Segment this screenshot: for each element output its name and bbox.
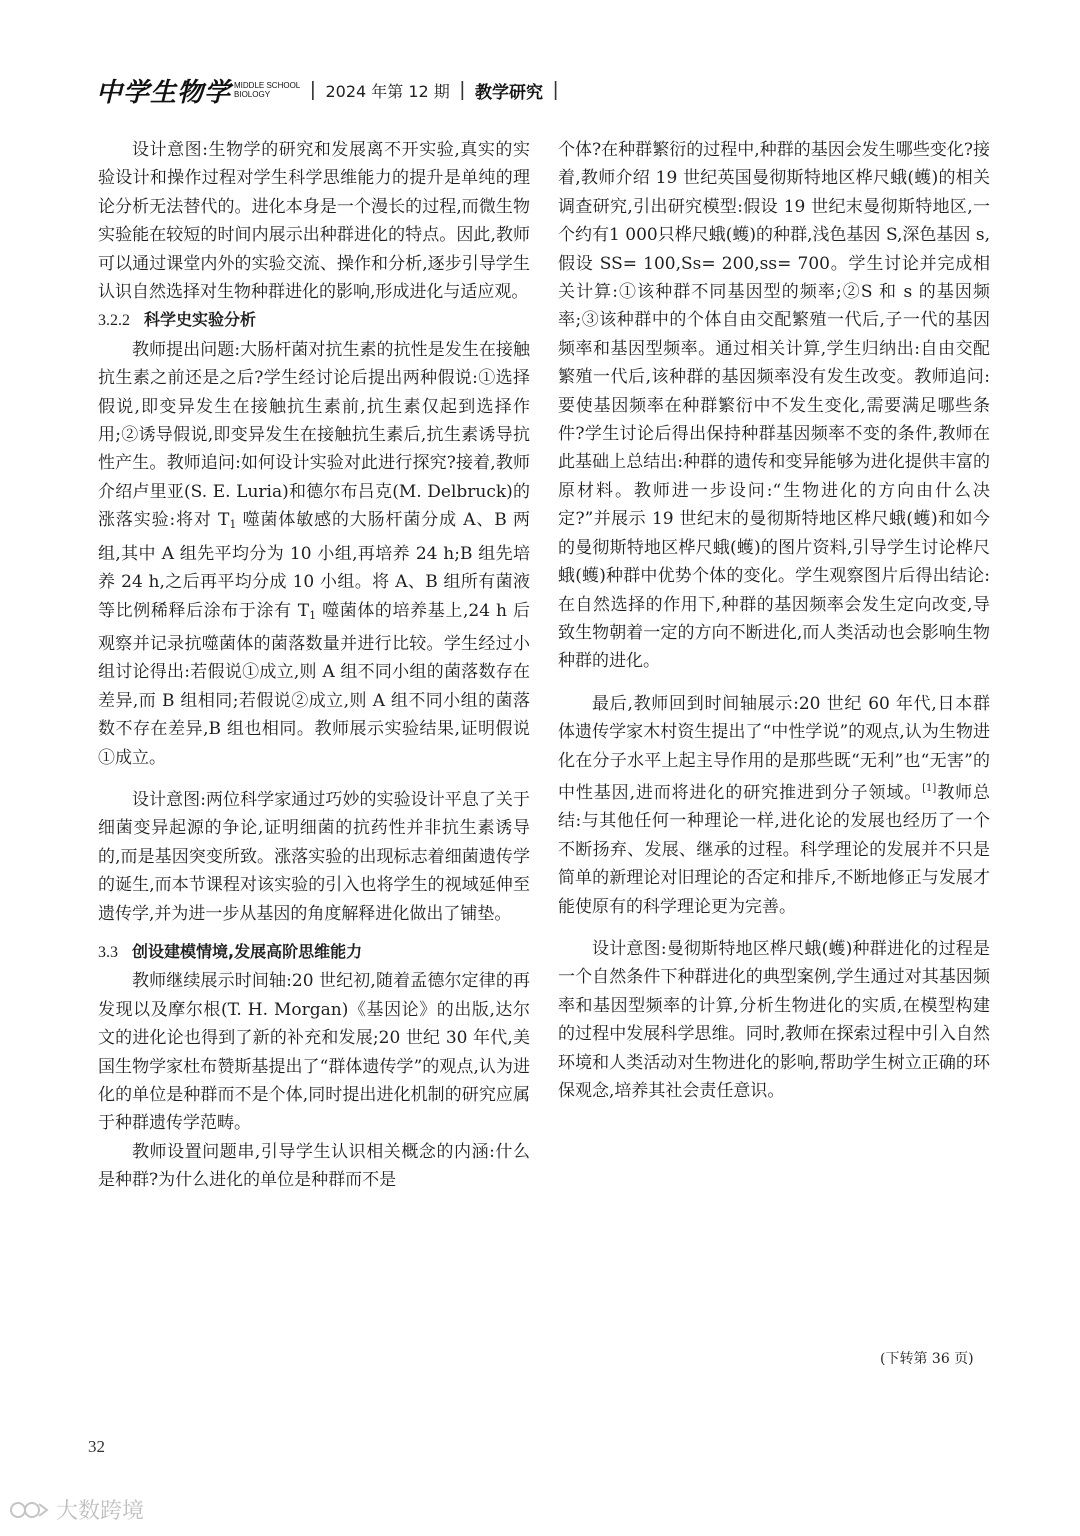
- heading-number: 3.2.2: [98, 312, 130, 330]
- paragraph-peppered-moth: 个体?在种群繁衍的过程中,种群的基因会发生哪些变化?接着,教师介绍 19 世纪英国曼彻斯特地区桦尺蛾(蠖)的相关调查研究,引出研究模型:假设 19 世纪末曼彻斯特地区,一个约有1 000只桦尺蛾(蠖)的种群,浅色基因 S,深色基因 s,假设 SS= 100,Ss= 200,ss= 700。学生讨论并完成相关计算:①该种群不同基因型的频率;②S 和 s 的基因频率;③该种群中的个体自由交配繁殖一代后,子一代的基因频率和基因型频率。通过相关计算,学生归纳出:自由交配繁殖一代后,该种群的基因频率没有发生改变。教师追问:要使基因频率在种群繁衍中不发生变化,需要满足哪些条件?学生讨论后得出保持种群基因频率不变的条件,教师在此基础上总结出:种群的遗传和变异能够为进化提供丰富的原材料。教师进一步设问:“生物进化的方向由什么决定?”并展示 19 世纪末的曼彻斯特地区桦尺蛾(蠖)和如今的曼彻斯特地区桦尺蛾(蠖)的图片资料,引导学生讨论桦尺蛾(蠖)种群中优势个体的变化。学生观察图片后得出结论:在自然选择的作用下,种群的基因频率会发生定向改变,导致生物朝着一定的方向不断进化,而人类活动也会影响生物种群的进化。: [558, 140, 990, 672]
- text-run: 噬菌体敏感的大肠杆菌分成 A、B 两组,其中 A 组先平均分为 10 小组,再培养 24 h;B 组先培养 24 h,之后再平均分成 10 小组。将 A、B 组所有菌液等比例稀释后涂布于涂有 T: [98, 510, 530, 621]
- heading-3-2-2: [98, 306, 530, 335]
- header-divider: |: [459, 78, 465, 101]
- paragraph-timeline: 教师继续展示时间轴:20 世纪初,随着孟德尔定律的再发现以及摩尔根(T. H. Morgan)《基因论》的出版,达尔文的进化论也得到了新的补充和发展;20 世纪 30 年代,美国生物学家杜布赞斯基提出了“群体遗传学”的观点,认为进化的单位是种群而不是个体,同时提出进化机制的研究应属于种群遗传学范畴。: [98, 971, 530, 1134]
- issue-label: 2024 年第 12 期: [325, 81, 450, 101]
- running-header: [96, 72, 568, 108]
- header-divider: |: [310, 78, 316, 101]
- text-run: 教师总结:与其他任何一种理论一样,进化论的发展也经历了一个不断扬弃、发展、继承的过程。科学理论的发展并不只是简单的新理论对旧理论的否定和排斥,不断地修正与发展才能使原有的科学理论更为完善。: [558, 782, 991, 917]
- watermark-text: 大数跨境: [56, 1499, 145, 1524]
- page-number: 32: [88, 1437, 105, 1456]
- heading-3-3: [98, 938, 530, 967]
- text-run: 教师提出问题:大肠杆菌对抗生素的抗性是发生在接触抗生素之前还是之后?学生经讨论后提出两种假说:①选择假说,即变异发生在接触抗生素前,抗生素仅起到选择作用;②诱导假说,即变异发生在接触抗生素后,抗生素诱导抗性产生。教师追问:如何设计实验对此进行探究?接着,教师介绍卢里亚(S. E. Luria)和德尔布吕克(M. Delbruck)的涨落实验:将对 T: [98, 339, 530, 531]
- watermark: [8, 1494, 144, 1525]
- subscript: 1: [309, 608, 317, 622]
- journal-logo: 中学生物学: [96, 77, 232, 108]
- heading-title: 科学史实验分析: [144, 310, 257, 330]
- header-divider: |: [553, 78, 559, 101]
- subscript: 1: [229, 518, 237, 532]
- heading-title: 创设建模情境,发展高阶思维能力: [132, 941, 363, 961]
- journal-en-line-1: MIDDLE SCHOOL: [234, 81, 301, 90]
- paragraph-neutral-theory: [558, 690, 990, 921]
- right-column: [558, 136, 990, 1105]
- paragraph-fluctuation-experiment: [98, 336, 530, 772]
- left-column: [98, 136, 530, 1195]
- paragraph-question-chain: 教师设置问题串,引导学生认识相关概念的内涵:什么是种群?为什么进化的单位是种群而不是: [98, 1141, 530, 1191]
- paragraph-design-intent-3: 设计意图:曼彻斯特地区桦尺蛾(蠖)种群进化的过程是一个自然条件下种群进化的典型案例,学生通过对其基因频率和基因型频率的计算,分析生物进化的实质,在模型构建的过程中发展科学思维。同时,教师在探索过程中引入自然环境和人类活动对生物进化的影响,帮助学生树立正确的环保观念,培养其社会责任意识。: [558, 938, 990, 1101]
- section-label: 教学研究: [475, 82, 543, 103]
- continued-note: (下转第 36 页): [880, 1351, 974, 1367]
- text-run: 最后,教师回到时间轴展示:20 世纪 60 年代,日本群体遗传学家木村资生提出了“中性学说”的观点,认为生物进化在分子水平上起主导作用的是那些既“无利”也“无害”的中性基因,进而将进化的研究推进到分子领域。: [558, 693, 990, 803]
- watermark-logo-icon: [8, 1500, 50, 1520]
- paragraph-design-intent-1: 设计意图:生物学的研究和发展离不开实验,真实的实验设计和操作过程对学生科学思维能力的提升是单纯的理论分析无法替代的。进化本身是一个漫长的过程,而微生物实验能在较短的时间内展示出种群进化的特点。因此,教师可以通过课堂内外的实验交流、操作和分析,逐步引导学生认识自然选择对生物种群进化的影响,形成进化与适应观。: [98, 140, 530, 303]
- paragraph-design-intent-2: 设计意图:两位科学家通过巧妙的实验设计平息了关于细菌变异起源的争论,证明细菌的抗药性并非抗生素诱导的,而是基因突变所致。涨落实验的出现标志着细菌遗传学的诞生,而本节课程对该实验的引入也将学生的视域延伸至遗传学,并为进一步从基因的角度解释进化做出了铺垫。: [98, 789, 530, 924]
- journal-logo-english: [234, 81, 300, 99]
- text-run: 噬菌体的培养基上,24 h 后观察并记录抗噬菌体的菌落数量并进行比较。学生经过小组讨论得出:若假说①成立,则 A 组不同小组的菌落数存在差异,而 B 组相同;若假说②成立,则 A 组不同小组的菌落数不存在差异,B 组也相同。教师展示实验结果,证明假说①成立。: [98, 600, 530, 768]
- heading-number: 3.3: [98, 943, 118, 961]
- journal-en-line-2: BIOLOGY: [234, 90, 271, 99]
- citation-ref: [1]: [922, 782, 937, 794]
